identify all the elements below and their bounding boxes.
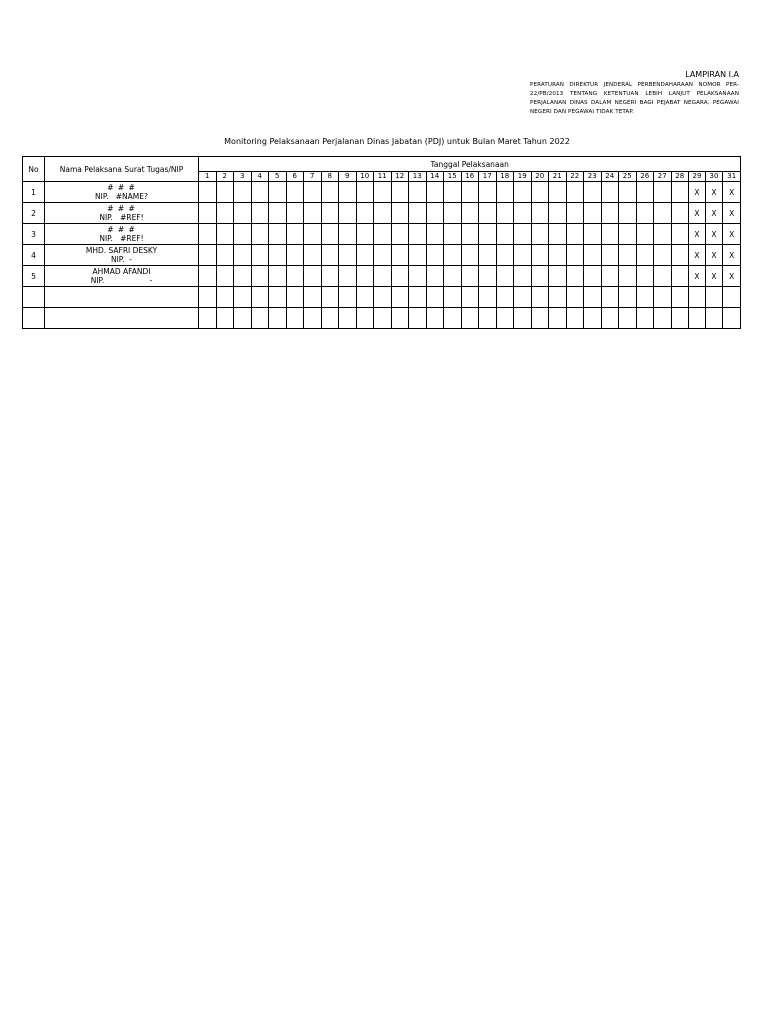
day-cell: [531, 224, 549, 245]
day-cell: X: [706, 182, 723, 203]
day-header-cell: 10: [356, 172, 374, 182]
day-header-cell: 19: [514, 172, 532, 182]
day-cell: [496, 203, 514, 224]
empty-cell: [706, 287, 723, 308]
empty-cell: [444, 287, 462, 308]
day-cell: [671, 245, 689, 266]
day-cell: [199, 266, 217, 287]
day-header-cell: 6: [286, 172, 304, 182]
col-dates-header: Tanggal Pelaksanaan: [199, 157, 741, 172]
empty-row: [23, 308, 741, 329]
day-header-cell: 26: [636, 172, 654, 182]
day-cell: [234, 203, 252, 224]
day-cell: [531, 203, 549, 224]
day-header-cell: 20: [531, 172, 549, 182]
empty-cell: [304, 308, 322, 329]
empty-cell: [689, 308, 706, 329]
empty-cell: [461, 308, 479, 329]
day-cell: [671, 203, 689, 224]
day-cell: [339, 245, 357, 266]
day-cell: [601, 245, 619, 266]
day-cell: [199, 203, 217, 224]
day-header-cell: 27: [654, 172, 672, 182]
day-cell: [374, 224, 392, 245]
day-cell: [566, 203, 584, 224]
empty-cell: [671, 287, 689, 308]
day-cell: [321, 245, 339, 266]
day-cell: [619, 245, 637, 266]
day-header-cell: 23: [584, 172, 602, 182]
day-cell: [374, 266, 392, 287]
employee-nip: NIP. #REF!: [99, 234, 144, 243]
empty-cell: [654, 287, 672, 308]
empty-row: [23, 287, 741, 308]
row-number: 3: [23, 224, 45, 245]
day-cell: [216, 245, 234, 266]
day-cell: [304, 266, 322, 287]
empty-cell: [23, 308, 45, 329]
day-cell: [479, 203, 497, 224]
day-cell: [356, 245, 374, 266]
day-cell: [514, 245, 532, 266]
day-cell: [496, 266, 514, 287]
day-cell: [654, 224, 672, 245]
empty-cell: [199, 287, 217, 308]
day-cell: [601, 182, 619, 203]
day-cell: [619, 203, 637, 224]
empty-cell: [531, 308, 549, 329]
empty-cell: [549, 308, 567, 329]
day-cell: [426, 182, 444, 203]
empty-cell: [45, 287, 199, 308]
day-cell: [409, 266, 427, 287]
empty-cell: [426, 308, 444, 329]
table-row: [23, 224, 741, 245]
day-cell: [444, 224, 462, 245]
day-cell: [269, 182, 287, 203]
empty-cell: [23, 287, 45, 308]
empty-cell: [391, 287, 409, 308]
empty-cell: [321, 308, 339, 329]
day-cell: [356, 203, 374, 224]
day-cell: [409, 203, 427, 224]
day-cell: [216, 203, 234, 224]
employee-nip: NIP. #REF!: [99, 213, 144, 222]
day-cell: [356, 266, 374, 287]
empty-cell: [461, 287, 479, 308]
day-cell: [461, 245, 479, 266]
day-header-cell: 15: [444, 172, 462, 182]
empty-cell: [286, 287, 304, 308]
table-row: [23, 245, 741, 266]
empty-cell: [636, 308, 654, 329]
row-number: 2: [23, 203, 45, 224]
day-cell: [374, 203, 392, 224]
day-cell: [514, 203, 532, 224]
day-cell: [391, 182, 409, 203]
day-cell: [409, 224, 427, 245]
day-cell: [444, 245, 462, 266]
day-header-cell: 8: [321, 172, 339, 182]
day-cell: [426, 245, 444, 266]
day-header-cell: 4: [251, 172, 269, 182]
employee-name: # # #: [107, 204, 136, 213]
day-cell: [269, 224, 287, 245]
day-cell: [409, 182, 427, 203]
day-cell: [479, 224, 497, 245]
empty-cell: [654, 308, 672, 329]
day-cell: [286, 182, 304, 203]
empty-cell: [409, 308, 427, 329]
empty-cell: [566, 287, 584, 308]
empty-cell: [356, 308, 374, 329]
day-cell: [601, 224, 619, 245]
day-cell: [286, 203, 304, 224]
empty-cell: [339, 308, 357, 329]
empty-cell: [444, 308, 462, 329]
empty-cell: [391, 308, 409, 329]
day-cell: [654, 182, 672, 203]
day-cell: [199, 224, 217, 245]
day-cell: [479, 245, 497, 266]
day-cell: [549, 224, 567, 245]
day-cell: [531, 182, 549, 203]
day-cell: [251, 266, 269, 287]
name-cell: [45, 224, 199, 245]
day-header-cell: 30: [706, 172, 723, 182]
day-cell: [339, 266, 357, 287]
day-cell: [479, 266, 497, 287]
day-cell: [671, 182, 689, 203]
empty-cell: [251, 287, 269, 308]
day-cell: X: [723, 245, 741, 266]
day-cell: [269, 203, 287, 224]
day-cell: X: [689, 182, 706, 203]
day-cell: [566, 245, 584, 266]
document-title: Monitoring Pelaksanaan Perjalanan Dinas Jabatan (PDJ) untuk Bulan Maret Tahun 2022: [224, 137, 570, 146]
day-header-cell: 5: [269, 172, 287, 182]
table-row: [23, 182, 741, 203]
empty-cell: [216, 308, 234, 329]
day-header-cell: 7: [304, 172, 322, 182]
employee-name: # # #: [107, 183, 136, 192]
day-cell: [356, 182, 374, 203]
empty-cell: [321, 287, 339, 308]
day-cell: [199, 245, 217, 266]
day-cell: [461, 224, 479, 245]
day-cell: [251, 224, 269, 245]
row-number: 1: [23, 182, 45, 203]
table-row: [23, 203, 741, 224]
empty-cell: [601, 308, 619, 329]
day-cell: [304, 224, 322, 245]
day-cell: X: [723, 266, 741, 287]
day-cell: [584, 203, 602, 224]
day-cell: [601, 266, 619, 287]
day-cell: [671, 224, 689, 245]
empty-cell: [723, 287, 741, 308]
day-cell: [391, 224, 409, 245]
regulation-reference: PERATURAN DIREKTUR JENDERAL PERBENDAHARAAN NOMOR PER-22/PB/2013 TENTANG KETENTUAN LEBIH LANJUT PELAKSANAAN PERJALANAN DINAS DALAM NEGERI BAGI PEJABAT NEGARA, PEGAWAI NEGERI DAN PEGAWAI TIDAK TETAP.: [530, 82, 739, 115]
empty-cell: [619, 287, 637, 308]
day-cell: [654, 266, 672, 287]
day-cell: [636, 266, 654, 287]
day-header-cell: 2: [216, 172, 234, 182]
empty-cell: [45, 308, 199, 329]
day-header-cell: 9: [339, 172, 357, 182]
day-cell: [216, 266, 234, 287]
day-cell: [321, 224, 339, 245]
day-cell: [671, 266, 689, 287]
day-cell: [549, 203, 567, 224]
day-cell: [426, 266, 444, 287]
day-cell: X: [706, 245, 723, 266]
day-cell: [304, 203, 322, 224]
day-cell: X: [689, 266, 706, 287]
day-cell: [234, 182, 252, 203]
day-cell: [514, 182, 532, 203]
day-header-cell: 1: [199, 172, 217, 182]
name-cell: [45, 182, 199, 203]
row-number: 5: [23, 266, 45, 287]
employee-nip: NIP. -: [110, 255, 133, 264]
day-cell: X: [689, 203, 706, 224]
empty-cell: [409, 287, 427, 308]
day-cell: [461, 182, 479, 203]
day-cell: [251, 182, 269, 203]
day-cell: [584, 182, 602, 203]
day-cell: [654, 203, 672, 224]
day-cell: [531, 245, 549, 266]
day-cell: [426, 203, 444, 224]
empty-cell: [706, 308, 723, 329]
day-cell: [199, 182, 217, 203]
empty-cell: [251, 308, 269, 329]
day-header-cell: 14: [426, 172, 444, 182]
day-cell: [374, 245, 392, 266]
day-cell: [234, 266, 252, 287]
day-cell: [496, 224, 514, 245]
day-cell: [479, 182, 497, 203]
day-header-cell: 24: [601, 172, 619, 182]
day-cell: X: [706, 203, 723, 224]
day-cell: [374, 182, 392, 203]
day-cell: [304, 182, 322, 203]
day-cell: [514, 266, 532, 287]
day-header-cell: 21: [549, 172, 567, 182]
day-header-cell: 12: [391, 172, 409, 182]
empty-cell: [479, 287, 497, 308]
empty-cell: [496, 308, 514, 329]
day-cell: [426, 224, 444, 245]
day-cell: [321, 182, 339, 203]
day-cell: [269, 266, 287, 287]
day-cell: [601, 203, 619, 224]
empty-cell: [531, 287, 549, 308]
empty-cell: [584, 287, 602, 308]
day-cell: [619, 182, 637, 203]
day-cell: [619, 266, 637, 287]
day-cell: [636, 245, 654, 266]
day-cell: [339, 182, 357, 203]
employee-name: AHMAD AFANDI: [92, 267, 151, 276]
empty-cell: [496, 287, 514, 308]
name-cell: [45, 203, 199, 224]
day-header-cell: 16: [461, 172, 479, 182]
employee-nip: NIP. -: [90, 276, 153, 285]
day-cell: X: [723, 203, 741, 224]
day-cell: [444, 203, 462, 224]
day-cell: [444, 182, 462, 203]
employee-name: MHD. SAFRI DESKY: [85, 246, 158, 255]
empty-cell: [514, 287, 532, 308]
day-cell: [321, 203, 339, 224]
day-cell: X: [706, 224, 723, 245]
empty-cell: [601, 287, 619, 308]
day-cell: [286, 266, 304, 287]
empty-cell: [566, 308, 584, 329]
empty-cell: [234, 308, 252, 329]
day-cell: [584, 245, 602, 266]
day-cell: [251, 203, 269, 224]
day-header-cell: 31: [723, 172, 741, 182]
empty-cell: [216, 287, 234, 308]
day-cell: X: [689, 224, 706, 245]
day-cell: [619, 224, 637, 245]
empty-cell: [304, 287, 322, 308]
day-header-cell: 11: [374, 172, 392, 182]
day-cell: X: [723, 224, 741, 245]
employee-nip: NIP. #NAME?: [95, 192, 148, 201]
day-cell: [566, 182, 584, 203]
day-cell: [636, 182, 654, 203]
day-cell: [549, 182, 567, 203]
empty-cell: [479, 308, 497, 329]
empty-cell: [426, 287, 444, 308]
row-number: 4: [23, 245, 45, 266]
empty-cell: [339, 287, 357, 308]
name-cell: [45, 266, 199, 287]
empty-cell: [584, 308, 602, 329]
day-cell: [216, 224, 234, 245]
day-cell: [654, 245, 672, 266]
day-header-cell: 25: [619, 172, 637, 182]
col-no-header: No: [23, 157, 45, 182]
empty-cell: [374, 287, 392, 308]
day-cell: [531, 266, 549, 287]
day-cell: [496, 182, 514, 203]
day-cell: [356, 224, 374, 245]
day-cell: X: [706, 266, 723, 287]
employee-name: # # #: [107, 225, 136, 234]
empty-cell: [269, 308, 287, 329]
day-cell: [391, 203, 409, 224]
day-cell: [461, 266, 479, 287]
day-cell: [409, 245, 427, 266]
day-cell: [584, 224, 602, 245]
day-header-cell: 17: [479, 172, 497, 182]
empty-cell: [514, 308, 532, 329]
empty-cell: [234, 287, 252, 308]
day-cell: [461, 203, 479, 224]
day-cell: [234, 224, 252, 245]
day-header-cell: 3: [234, 172, 252, 182]
empty-cell: [549, 287, 567, 308]
day-cell: [339, 203, 357, 224]
empty-cell: [636, 287, 654, 308]
day-cell: [636, 224, 654, 245]
day-cell: [391, 245, 409, 266]
day-header-cell: 18: [496, 172, 514, 182]
day-cell: [444, 266, 462, 287]
lampiran-label: LAMPIRAN I.A: [685, 70, 739, 79]
day-cell: [566, 266, 584, 287]
table-row: [23, 266, 741, 287]
day-cell: [549, 266, 567, 287]
day-cell: [304, 245, 322, 266]
day-cell: [269, 245, 287, 266]
header-row: [23, 157, 741, 172]
empty-cell: [199, 308, 217, 329]
empty-cell: [374, 308, 392, 329]
empty-cell: [286, 308, 304, 329]
monitoring-table: [22, 156, 741, 329]
name-cell: [45, 245, 199, 266]
day-cell: [566, 224, 584, 245]
day-cell: [391, 266, 409, 287]
day-cell: [636, 203, 654, 224]
day-cell: [216, 182, 234, 203]
day-header-cell: 22: [566, 172, 584, 182]
day-cell: X: [689, 245, 706, 266]
day-cell: [286, 245, 304, 266]
day-cell: [251, 245, 269, 266]
day-cell: [549, 245, 567, 266]
day-cell: [286, 224, 304, 245]
day-cell: X: [723, 182, 741, 203]
day-cell: [496, 245, 514, 266]
day-cell: [339, 224, 357, 245]
day-cell: [514, 224, 532, 245]
day-header-cell: 29: [689, 172, 706, 182]
day-cell: [321, 266, 339, 287]
empty-cell: [689, 287, 706, 308]
empty-cell: [723, 308, 741, 329]
day-cell: [584, 266, 602, 287]
empty-cell: [356, 287, 374, 308]
day-header-cell: 28: [671, 172, 689, 182]
empty-cell: [671, 308, 689, 329]
day-header-cell: 13: [409, 172, 427, 182]
col-name-header: Nama Pelaksana Surat Tugas/NIP: [45, 157, 199, 182]
day-cell: [234, 245, 252, 266]
empty-cell: [619, 308, 637, 329]
empty-cell: [269, 287, 287, 308]
